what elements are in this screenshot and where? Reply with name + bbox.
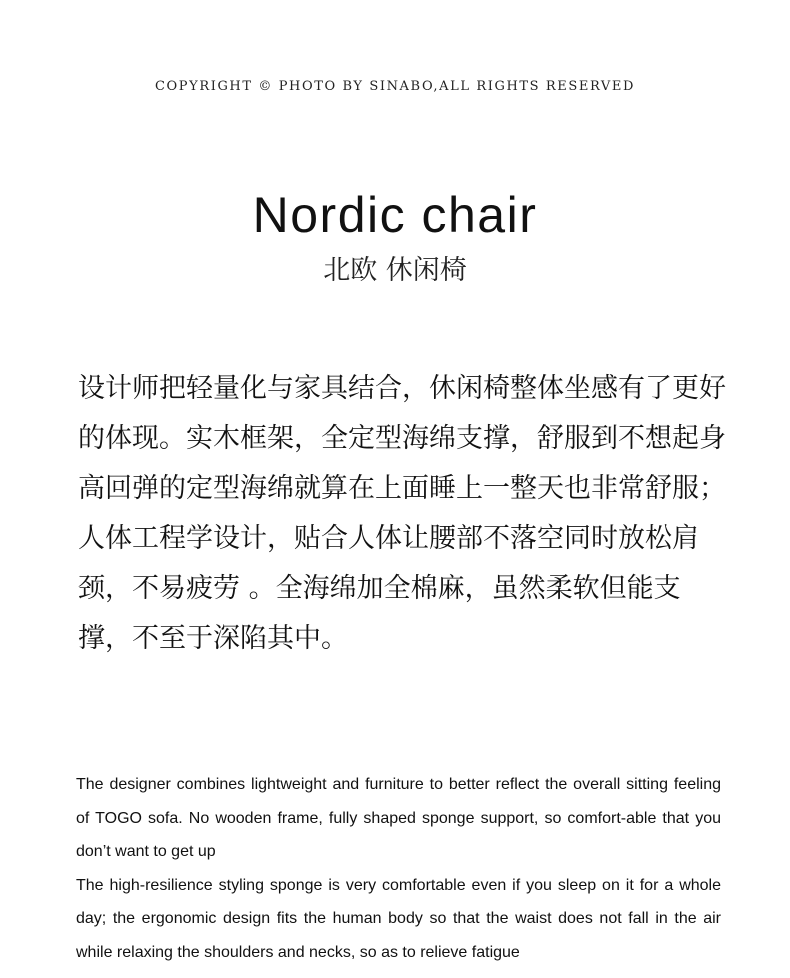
chinese-description (78, 364, 728, 664)
copyright-notice: COPYRIGHT © PHOTO BY SINABO,ALL RIGHTS RESERVED (154, 79, 636, 94)
english-paragraph-2: The high-resilience styling sponge is very comfortable even if you sleep on it for a whole day; the ergonomic design fits the human body so that the waist does not fall in the air while relaxing the shoulders and necks, so as to relieve fatigue (76, 876, 721, 961)
english-paragraph-1: The designer combines lightweight and furniture to better reflect the overall sitting feeling of TOGO sofa. No wooden frame, fully shaped sponge support, so comfort-able that you don’t want to get up (76, 776, 721, 860)
english-description (76, 768, 721, 969)
chinese-paragraph-2: 高回弹的定型海绵就算在上面睡上一整天也非常舒服；人体工程学设计，贴合人体让腰部不落空同时放松肩颈，不易疲劳 。全海绵加全棉麻，虽然柔软但能支撑，不至于深陷其中。 (78, 473, 726, 654)
product-subtitle: 北欧 休闲椅 (323, 255, 467, 286)
product-title: Nordic chair (252, 187, 538, 243)
chinese-paragraph-1: 设计师把轻量化与家具结合，休闲椅整体坐感有了更好的体现。实木框架，全定型海绵支撑，舒服到不想起身 (78, 373, 726, 454)
